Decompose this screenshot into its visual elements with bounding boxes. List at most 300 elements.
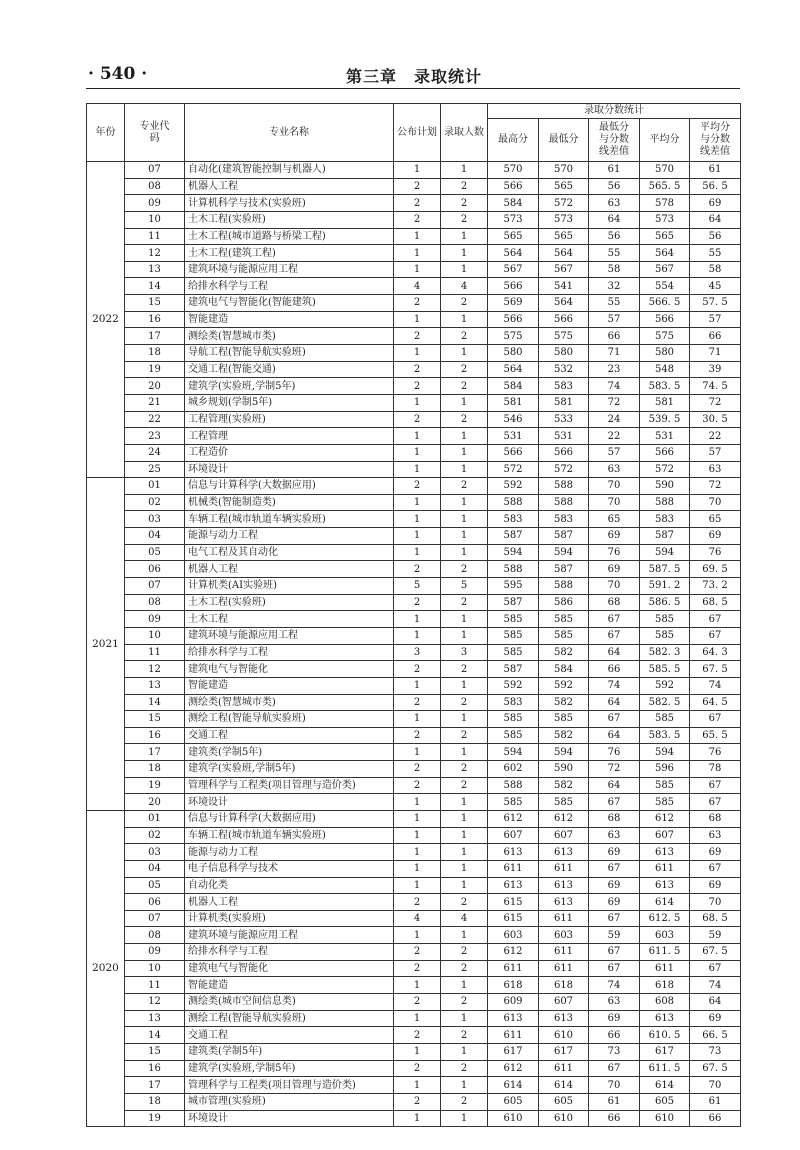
- code-cell: 09: [125, 944, 185, 961]
- code-cell: 11: [125, 228, 185, 245]
- plan-cell: 4: [394, 278, 441, 295]
- min-diff-cell: 67: [589, 960, 640, 977]
- min-diff-cell: 72: [589, 394, 640, 411]
- max-score-cell: 612: [488, 1060, 539, 1077]
- table-row: [87, 677, 741, 694]
- major-name-cell: 测绘类(智慧城市类): [185, 694, 394, 711]
- code-cell: 06: [125, 561, 185, 578]
- code-cell: 11: [125, 977, 185, 994]
- avg-score-cell: 573: [640, 211, 690, 228]
- code-cell: 22: [125, 411, 185, 428]
- avg-diff-cell: 56. 5: [690, 178, 741, 195]
- min-diff-cell: 69: [589, 877, 640, 894]
- major-name-cell: 机器人工程: [185, 178, 394, 195]
- table-row: [87, 494, 741, 511]
- table-row: [87, 528, 741, 545]
- min-diff-cell: 56: [589, 228, 640, 245]
- min-score-cell: 613: [539, 877, 589, 894]
- major-name-cell: 车辆工程(城市轨道车辆实验班): [185, 827, 394, 844]
- table-row: [87, 927, 741, 944]
- plan-cell: 2: [394, 295, 441, 312]
- avg-diff-cell: 71: [690, 345, 741, 362]
- admitted-cell: 2: [441, 777, 488, 794]
- avg-score-cell: 594: [640, 544, 690, 561]
- max-score-cell: 612: [488, 944, 539, 961]
- major-name-cell: 机器人工程: [185, 561, 394, 578]
- table-row: [87, 328, 741, 345]
- avg-score-cell: 617: [640, 1043, 690, 1060]
- max-score-cell: 610: [488, 1110, 539, 1127]
- table-row: [87, 711, 741, 728]
- code-cell: 05: [125, 544, 185, 561]
- code-cell: 08: [125, 927, 185, 944]
- plan-cell: 2: [394, 761, 441, 778]
- min-diff-cell: 69: [589, 561, 640, 578]
- min-diff-cell: 67: [589, 711, 640, 728]
- avg-diff-cell: 67: [690, 777, 741, 794]
- code-cell: 21: [125, 394, 185, 411]
- max-score-cell: 592: [488, 478, 539, 495]
- table-row: [87, 261, 741, 278]
- max-score-cell: 592: [488, 677, 539, 694]
- major-name-cell: 土木工程(建筑工程): [185, 245, 394, 262]
- min-diff-cell: 63: [589, 461, 640, 478]
- col-major-header: 专业名称: [185, 104, 394, 162]
- avg-diff-cell: 67: [690, 960, 741, 977]
- min-score-cell: 570: [539, 162, 589, 179]
- min-score-cell: 592: [539, 677, 589, 694]
- max-score-cell: 617: [488, 1043, 539, 1060]
- admitted-cell: 2: [441, 295, 488, 312]
- admitted-cell: 1: [441, 311, 488, 328]
- min-diff-cell: 61: [589, 1093, 640, 1110]
- avg-score-cell: 611. 5: [640, 1060, 690, 1077]
- admitted-cell: 1: [441, 428, 488, 445]
- avg-diff-cell: 74. 5: [690, 378, 741, 395]
- max-score-cell: 613: [488, 844, 539, 861]
- max-score-cell: 614: [488, 1077, 539, 1094]
- avg-score-cell: 567: [640, 261, 690, 278]
- min-diff-cell: 69: [589, 1010, 640, 1027]
- major-name-cell: 智能建造: [185, 977, 394, 994]
- min-diff-cell: 66: [589, 1110, 640, 1127]
- max-score-cell: 618: [488, 977, 539, 994]
- admitted-cell: 2: [441, 1027, 488, 1044]
- plan-cell: 1: [394, 810, 441, 827]
- table-row: [87, 960, 741, 977]
- min-score-cell: 531: [539, 428, 589, 445]
- avg-score-cell: 608: [640, 994, 690, 1011]
- min-diff-cell: 76: [589, 744, 640, 761]
- max-score-cell: 570: [488, 162, 539, 179]
- code-cell: 14: [125, 694, 185, 711]
- min-score-cell: 605: [539, 1093, 589, 1110]
- min-score-cell: 584: [539, 661, 589, 678]
- min-score-cell: 573: [539, 211, 589, 228]
- avg-score-cell: 572: [640, 461, 690, 478]
- min-score-cell: 588: [539, 494, 589, 511]
- code-cell: 23: [125, 428, 185, 445]
- min-diff-cell: 66: [589, 328, 640, 345]
- table-body: [87, 162, 741, 1127]
- avg-diff-cell: 69: [690, 528, 741, 545]
- max-score-cell: 613: [488, 877, 539, 894]
- plan-cell: 2: [394, 1027, 441, 1044]
- admitted-cell: 5: [441, 578, 488, 595]
- code-cell: 13: [125, 1010, 185, 1027]
- code-cell: 01: [125, 478, 185, 495]
- min-score-cell: 575: [539, 328, 589, 345]
- major-name-cell: 测绘类(智慧城市类): [185, 328, 394, 345]
- min-diff-cell: 55: [589, 245, 640, 262]
- min-score-cell: 611: [539, 860, 589, 877]
- plan-cell: 1: [394, 345, 441, 362]
- avg-score-cell: 566: [640, 444, 690, 461]
- avg-score-cell: 585: [640, 611, 690, 628]
- avg-diff-cell: 74: [690, 677, 741, 694]
- code-cell: 17: [125, 328, 185, 345]
- avg-diff-cell: 67: [690, 860, 741, 877]
- avg-diff-cell: 56: [690, 228, 741, 245]
- plan-cell: 1: [394, 228, 441, 245]
- avg-score-cell: 565: [640, 228, 690, 245]
- code-cell: 05: [125, 877, 185, 894]
- min-diff-cell: 67: [589, 910, 640, 927]
- avg-score-cell: 611: [640, 960, 690, 977]
- table-row: [87, 394, 741, 411]
- major-name-cell: 自动化(建筑智能控制与机器人): [185, 162, 394, 179]
- avg-diff-cell: 67: [690, 794, 741, 811]
- min-score-cell: 590: [539, 761, 589, 778]
- plan-cell: 1: [394, 394, 441, 411]
- major-name-cell: 信息与计算科学(大数据应用): [185, 810, 394, 827]
- admitted-cell: 2: [441, 761, 488, 778]
- table-row: [87, 444, 741, 461]
- avg-diff-cell: 69: [690, 877, 741, 894]
- avg-score-cell: 583. 5: [640, 727, 690, 744]
- min-diff-cell: 63: [589, 195, 640, 212]
- min-diff-cell: 57: [589, 444, 640, 461]
- avg-score-cell: 564: [640, 245, 690, 262]
- admitted-cell: 1: [441, 544, 488, 561]
- avg-diff-cell: 70: [690, 494, 741, 511]
- min-score-cell: 532: [539, 361, 589, 378]
- admitted-cell: 1: [441, 611, 488, 628]
- min-diff-cell: 64: [589, 727, 640, 744]
- admitted-cell: 2: [441, 178, 488, 195]
- major-name-cell: 建筑学(实验班,学制5年): [185, 1060, 394, 1077]
- major-name-cell: 智能建造: [185, 677, 394, 694]
- avg-score-cell: 611: [640, 860, 690, 877]
- table-row: [87, 860, 741, 877]
- min-diff-cell: 23: [589, 361, 640, 378]
- min-diff-cell: 67: [589, 794, 640, 811]
- major-name-cell: 城乡规划(学制5年): [185, 394, 394, 411]
- admitted-cell: 2: [441, 328, 488, 345]
- table-row: [87, 827, 741, 844]
- avg-score-cell: 531: [640, 428, 690, 445]
- min-score-cell: 585: [539, 711, 589, 728]
- avg-score-cell: 587: [640, 528, 690, 545]
- admitted-cell: 2: [441, 411, 488, 428]
- min-diff-cell: 24: [589, 411, 640, 428]
- avg-diff-cell: 65: [690, 511, 741, 528]
- code-cell: 02: [125, 827, 185, 844]
- min-diff-cell: 67: [589, 611, 640, 628]
- plan-cell: 1: [394, 444, 441, 461]
- major-name-cell: 建筑环境与能源应用工程: [185, 261, 394, 278]
- code-cell: 18: [125, 345, 185, 362]
- min-score-cell: 611: [539, 910, 589, 927]
- avg-diff-cell: 72: [690, 478, 741, 495]
- avg-score-cell: 603: [640, 927, 690, 944]
- major-name-cell: 计算机类(AI实验班): [185, 578, 394, 595]
- min-diff-cell: 64: [589, 777, 640, 794]
- table-row: [87, 1060, 741, 1077]
- admitted-cell: 1: [441, 844, 488, 861]
- min-diff-cell: 65: [589, 511, 640, 528]
- avg-diff-cell: 72: [690, 394, 741, 411]
- major-name-cell: 土木工程(实验班): [185, 594, 394, 611]
- major-name-cell: 建筑电气与智能化: [185, 960, 394, 977]
- code-cell: 08: [125, 594, 185, 611]
- code-cell: 14: [125, 278, 185, 295]
- major-name-cell: 能源与动力工程: [185, 844, 394, 861]
- avg-diff-cell: 74: [690, 977, 741, 994]
- min-score-cell: 614: [539, 1077, 589, 1094]
- max-score-cell: 607: [488, 827, 539, 844]
- code-cell: 10: [125, 627, 185, 644]
- admitted-cell: 4: [441, 910, 488, 927]
- min-score-cell: 572: [539, 195, 589, 212]
- table-row: [87, 794, 741, 811]
- min-score-cell: 582: [539, 727, 589, 744]
- min-score-cell: 585: [539, 627, 589, 644]
- admitted-cell: 2: [441, 478, 488, 495]
- min-diff-cell: 22: [589, 428, 640, 445]
- table-row: [87, 228, 741, 245]
- max-score-cell: 605: [488, 1093, 539, 1110]
- code-cell: 19: [125, 1110, 185, 1127]
- avg-score-cell: 596: [640, 761, 690, 778]
- table-row: [87, 910, 741, 927]
- avg-score-cell: 594: [640, 744, 690, 761]
- table-row: [87, 627, 741, 644]
- min-diff-cell: 73: [589, 1043, 640, 1060]
- table-row: [87, 295, 741, 312]
- max-score-cell: 585: [488, 611, 539, 628]
- max-score-cell: 585: [488, 727, 539, 744]
- plan-cell: 1: [394, 794, 441, 811]
- avg-score-cell: 583: [640, 511, 690, 528]
- min-score-cell: 588: [539, 578, 589, 595]
- major-name-cell: 工程管理(实验班): [185, 411, 394, 428]
- avg-score-cell: 580: [640, 345, 690, 362]
- max-score-cell: 612: [488, 810, 539, 827]
- admitted-cell: 1: [441, 677, 488, 694]
- max-score-cell: 573: [488, 211, 539, 228]
- table-row: [87, 761, 741, 778]
- admitted-cell: 1: [441, 1110, 488, 1127]
- min-score-cell: 618: [539, 977, 589, 994]
- page-header: [88, 62, 740, 86]
- table-row: [87, 611, 741, 628]
- min-score-cell: 611: [539, 944, 589, 961]
- min-diff-cell: 66: [589, 661, 640, 678]
- code-cell: 13: [125, 677, 185, 694]
- plan-cell: 2: [394, 195, 441, 212]
- avg-score-cell: 585: [640, 777, 690, 794]
- min-score-cell: 607: [539, 827, 589, 844]
- admitted-cell: 1: [441, 1043, 488, 1060]
- avg-score-cell: 585: [640, 627, 690, 644]
- admitted-cell: 1: [441, 461, 488, 478]
- admitted-cell: 2: [441, 727, 488, 744]
- admitted-cell: 1: [441, 744, 488, 761]
- plan-cell: 1: [394, 544, 441, 561]
- avg-score-cell: 586. 5: [640, 594, 690, 611]
- admitted-cell: 1: [441, 345, 488, 362]
- col-year-header: 年份: [87, 104, 125, 162]
- plan-cell: 1: [394, 261, 441, 278]
- avg-diff-cell: 66: [690, 1110, 741, 1127]
- plan-cell: 1: [394, 611, 441, 628]
- avg-score-cell: 612. 5: [640, 910, 690, 927]
- plan-cell: 2: [394, 694, 441, 711]
- major-name-cell: 建筑类(学制5年): [185, 744, 394, 761]
- major-name-cell: 建筑类(学制5年): [185, 1043, 394, 1060]
- plan-cell: 1: [394, 711, 441, 728]
- code-cell: 02: [125, 494, 185, 511]
- major-name-cell: 机器人工程: [185, 894, 394, 911]
- min-score-cell: 566: [539, 444, 589, 461]
- table-row: [87, 195, 741, 212]
- plan-cell: 1: [394, 677, 441, 694]
- code-cell: 01: [125, 810, 185, 827]
- table-row: [87, 461, 741, 478]
- admitted-cell: 2: [441, 561, 488, 578]
- max-score-cell: 572: [488, 461, 539, 478]
- min-score-cell: 586: [539, 594, 589, 611]
- plan-cell: 1: [394, 1110, 441, 1127]
- code-cell: 18: [125, 761, 185, 778]
- table-row: [87, 810, 741, 827]
- plan-cell: 2: [394, 1060, 441, 1077]
- avg-score-cell: 614: [640, 894, 690, 911]
- min-score-cell: 580: [539, 345, 589, 362]
- avg-score-cell: 611. 5: [640, 944, 690, 961]
- max-score-cell: 611: [488, 860, 539, 877]
- year-cell: 2020: [87, 810, 125, 1126]
- major-name-cell: 建筑电气与智能化: [185, 661, 394, 678]
- major-name-cell: 给排水科学与工程: [185, 644, 394, 661]
- table-row: [87, 661, 741, 678]
- min-score-cell: 572: [539, 461, 589, 478]
- min-score-cell: 617: [539, 1043, 589, 1060]
- avg-diff-cell: 64: [690, 211, 741, 228]
- avg-diff-cell: 66. 5: [690, 1027, 741, 1044]
- code-cell: 24: [125, 444, 185, 461]
- avg-diff-cell: 57: [690, 311, 741, 328]
- code-cell: 19: [125, 777, 185, 794]
- code-cell: 16: [125, 727, 185, 744]
- min-diff-cell: 67: [589, 1060, 640, 1077]
- plan-cell: 1: [394, 245, 441, 262]
- admitted-cell: 2: [441, 1093, 488, 1110]
- plan-cell: 1: [394, 1010, 441, 1027]
- avg-diff-cell: 76: [690, 744, 741, 761]
- table-row: [87, 478, 741, 495]
- max-score-cell: 565: [488, 228, 539, 245]
- plan-cell: 1: [394, 1077, 441, 1094]
- avg-diff-cell: 22: [690, 428, 741, 445]
- code-cell: 09: [125, 195, 185, 212]
- avg-diff-cell: 63: [690, 461, 741, 478]
- min-score-cell: 567: [539, 261, 589, 278]
- major-name-cell: 环境设计: [185, 1110, 394, 1127]
- min-score-cell: 582: [539, 644, 589, 661]
- avg-score-cell: 610. 5: [640, 1027, 690, 1044]
- plan-cell: 2: [394, 561, 441, 578]
- col-min-diff-header: 最低分与分数线差值: [589, 119, 640, 162]
- avg-diff-cell: 58: [690, 261, 741, 278]
- major-name-cell: 土木工程(实验班): [185, 211, 394, 228]
- major-name-cell: 建筑电气与智能化(智能建筑): [185, 295, 394, 312]
- major-name-cell: 交通工程: [185, 1027, 394, 1044]
- table-row: [87, 178, 741, 195]
- plan-cell: 2: [394, 727, 441, 744]
- min-score-cell: 613: [539, 1010, 589, 1027]
- table-row: [87, 644, 741, 661]
- code-cell: 12: [125, 245, 185, 262]
- min-score-cell: 585: [539, 611, 589, 628]
- table-row: [87, 411, 741, 428]
- major-name-cell: 给排水科学与工程: [185, 278, 394, 295]
- table-row: [87, 162, 741, 179]
- admitted-cell: 2: [441, 1060, 488, 1077]
- avg-diff-cell: 61: [690, 1093, 741, 1110]
- max-score-cell: 566: [488, 444, 539, 461]
- avg-diff-cell: 39: [690, 361, 741, 378]
- avg-score-cell: 613: [640, 844, 690, 861]
- min-diff-cell: 74: [589, 677, 640, 694]
- plan-cell: 2: [394, 178, 441, 195]
- major-name-cell: 建筑学(实验班,学制5年): [185, 378, 394, 395]
- admitted-cell: 1: [441, 494, 488, 511]
- col-admitted-header: 录取人数: [441, 104, 488, 162]
- plan-cell: 2: [394, 328, 441, 345]
- code-cell: 20: [125, 378, 185, 395]
- avg-diff-cell: 73. 2: [690, 578, 741, 595]
- avg-diff-cell: 63: [690, 827, 741, 844]
- major-name-cell: 城市管理(实验班): [185, 1093, 394, 1110]
- avg-diff-cell: 67: [690, 711, 741, 728]
- table-row: [87, 1077, 741, 1094]
- min-diff-cell: 70: [589, 494, 640, 511]
- year-cell: 2021: [87, 478, 125, 811]
- min-score-cell: 565: [539, 178, 589, 195]
- min-score-cell: 603: [539, 927, 589, 944]
- plan-cell: 2: [394, 594, 441, 611]
- avg-score-cell: 578: [640, 195, 690, 212]
- min-diff-cell: 68: [589, 594, 640, 611]
- table-row: [87, 1043, 741, 1060]
- min-score-cell: 541: [539, 278, 589, 295]
- plan-cell: 4: [394, 910, 441, 927]
- table-row: [87, 944, 741, 961]
- table-row: [87, 1110, 741, 1127]
- code-cell: 08: [125, 178, 185, 195]
